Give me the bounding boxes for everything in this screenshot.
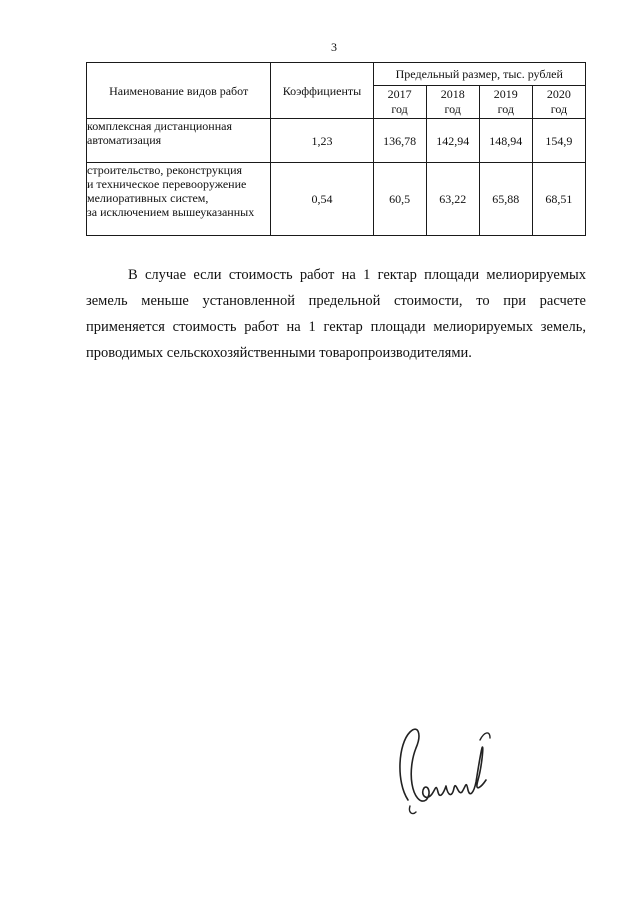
header-year-2020 <box>532 86 585 119</box>
table-row <box>87 163 586 236</box>
value-cell-2017: 60,5 <box>373 163 426 236</box>
header-limit: Предельный размер, тыс. рублей <box>373 63 585 86</box>
header-work-type: Наименование видов работ <box>87 63 271 119</box>
header-year-2018 <box>426 86 479 119</box>
value-cell-2018: 142,94 <box>426 119 479 163</box>
year-label: 2020 <box>546 87 571 101</box>
body-paragraph-text: В случае если стоимость работ на 1 гектар площади мелиорируемых земель меньше установленной предельной стоимости, то при расчете применяется стоимость работ на 1 гектар площади мелиорируемых земель, проводимых сельскохозяйственными товаропроизводителями. <box>86 267 586 361</box>
table-row <box>87 119 586 163</box>
coefficient-cell: 0,54 <box>271 163 373 236</box>
work-type-line: комплексная дистанционная <box>87 119 232 133</box>
work-type-cell <box>87 119 271 163</box>
year-label: 2017 <box>387 87 412 101</box>
value-cell-2019: 65,88 <box>479 163 532 236</box>
work-type-line: мелиоративных систем, <box>87 191 209 205</box>
body-paragraph <box>86 262 586 366</box>
work-type-cell <box>87 163 271 236</box>
year-unit: год <box>444 102 461 116</box>
value-cell-2020: 154,9 <box>532 119 585 163</box>
year-unit: год <box>497 102 514 116</box>
value-cell-2019: 148,94 <box>479 119 532 163</box>
coefficient-cell: 1,23 <box>271 119 373 163</box>
header-year-2019 <box>479 86 532 119</box>
value-cell-2020: 68,51 <box>532 163 585 236</box>
value-cell-2018: 63,22 <box>426 163 479 236</box>
year-unit: год <box>550 102 568 116</box>
work-type-line: и техническое перевооружение <box>87 177 247 191</box>
page-number: 3 <box>331 40 337 54</box>
year-label: 2018 <box>440 87 465 101</box>
work-rates-table <box>86 62 586 236</box>
year-unit: год <box>391 102 408 116</box>
handwritten-signature-icon <box>386 722 496 822</box>
year-label: 2019 <box>493 87 518 101</box>
work-type-line: автоматизация <box>87 133 162 147</box>
header-year-2017 <box>373 86 426 119</box>
value-cell-2017: 136,78 <box>373 119 426 163</box>
header-coefficient: Коэффициенты <box>271 63 373 119</box>
work-type-line: за исключением вышеуказанных <box>87 205 255 219</box>
work-type-line: строительство, реконструкция <box>87 163 243 177</box>
